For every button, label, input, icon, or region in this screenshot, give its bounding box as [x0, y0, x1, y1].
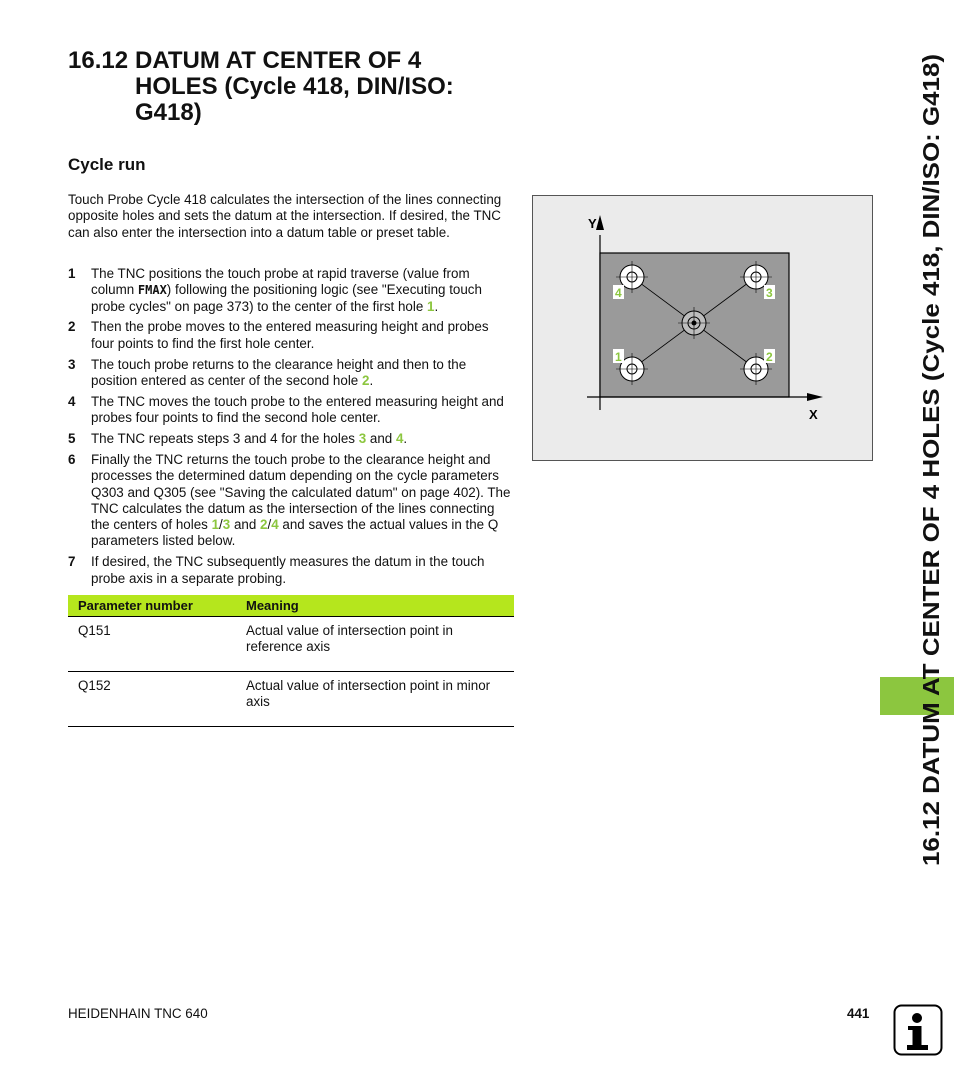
- step-text: .: [403, 431, 408, 447]
- section-title: [68, 48, 498, 126]
- step-number: 3: [68, 356, 76, 372]
- step-number: 5: [68, 431, 76, 447]
- table-row: [68, 617, 514, 672]
- step-item: [68, 394, 514, 427]
- hole-label-1: 1: [615, 350, 622, 364]
- step-text: If desired, the TNC subsequently measures the datum in the touch probe axis in a separate probing.: [91, 554, 485, 586]
- step-item: [68, 554, 514, 587]
- footer-product: HEIDENHAIN TNC 640: [68, 1006, 208, 1021]
- step-item: [68, 266, 514, 315]
- section-number: 16.12: [68, 47, 129, 74]
- parameter-table: [68, 595, 514, 727]
- hole-number-ref: 1: [211, 517, 220, 533]
- step-text: /: [267, 517, 272, 533]
- table-cell-meaning: Actual value of intersection point in reference axis: [236, 617, 514, 672]
- code-term: FMAX: [137, 283, 167, 298]
- info-icon: [893, 1004, 943, 1056]
- step-text: Then the probe moves to the entered measuring height and probes four points to find the first hole center.: [91, 319, 489, 351]
- step-item: [68, 431, 514, 447]
- four-holes-diagram: [532, 195, 873, 461]
- x-axis-label: X: [809, 407, 818, 422]
- step-text: The TNC positions the touch probe at rapid traverse (value from column: [91, 266, 470, 298]
- hole-label-3: 3: [766, 286, 773, 300]
- table-header-row: [68, 595, 514, 617]
- hole-number-ref: 3: [222, 517, 231, 533]
- table-header-meaning: Meaning: [236, 595, 514, 617]
- table-cell-parameter: Q151: [68, 617, 236, 672]
- step-text: The touch probe returns to the clearance height and then to the position entered as center of the second hole: [91, 356, 467, 388]
- step-number: 4: [68, 393, 76, 409]
- hole-number-ref: 2: [260, 517, 268, 533]
- table-row: [68, 672, 514, 727]
- hole-number-ref: 4: [271, 517, 279, 533]
- hole-number-ref: 1: [427, 298, 435, 314]
- side-title-text: 16.12 DATUM AT CENTER OF 4 HOLES (Cycle 418, DIN/ISO: G418): [918, 145, 944, 866]
- step-text: and: [366, 431, 396, 447]
- table-header-parameter-number: Parameter number: [68, 595, 236, 617]
- step-text: The TNC repeats steps 3 and 4 for the holes: [91, 431, 359, 447]
- step-item: [68, 357, 514, 390]
- step-number: 2: [68, 319, 76, 335]
- step-item: [68, 452, 514, 550]
- steps-list: [68, 266, 514, 592]
- step-text: ) following the positioning logic (see "Executing touch probe cycles" on page 373) to the center of the first hole: [91, 282, 482, 314]
- hole-label-4: 4: [615, 286, 622, 300]
- hole-number-ref: 3: [358, 431, 367, 447]
- step-text: The TNC moves the touch probe to the entered measuring height and probes four points to find the second hole center.: [91, 393, 504, 426]
- y-axis-label: Y: [588, 216, 597, 231]
- step-number: 1: [68, 266, 76, 281]
- hole-label-2: 2: [766, 350, 773, 364]
- step-text: /: [219, 517, 223, 533]
- page-number: 441: [847, 1006, 870, 1021]
- step-text: and saves the actual values in the Q parameters listed below.: [91, 517, 499, 549]
- step-number: 7: [68, 554, 76, 570]
- hole-number-ref: 4: [395, 431, 404, 447]
- intro-paragraph: Touch Probe Cycle 418 calculates the intersection of the lines connecting opposite holes and sets the datum at the intersection. If desired, the TNC can also enter the intersection into a datum table or preset table.: [68, 192, 502, 240]
- step-text: .: [434, 298, 439, 314]
- step-item: [68, 319, 514, 352]
- step-number: 6: [68, 451, 76, 467]
- step-text: and: [230, 517, 261, 533]
- step-text: Finally the TNC returns the touch probe to the clearance height and processes the determined datum depending on the cycle parameters Q303 and Q305 (see "Saving the calculated datum" on page 402). The TNC calculates the datum as the intersection of the lines connecting the centers of holes: [91, 451, 511, 533]
- table-cell-meaning: Actual value of intersection point in minor axis: [236, 672, 514, 727]
- table-cell-parameter: Q152: [68, 672, 236, 727]
- subheading-cycle-run: Cycle run: [68, 155, 146, 174]
- hole-number-ref: 2: [361, 372, 370, 388]
- section-heading-text: DATUM AT CENTER OF 4 HOLES (Cycle 418, DIN/ISO: G418): [135, 47, 454, 126]
- step-text: .: [369, 372, 374, 388]
- side-running-title: [897, 50, 954, 870]
